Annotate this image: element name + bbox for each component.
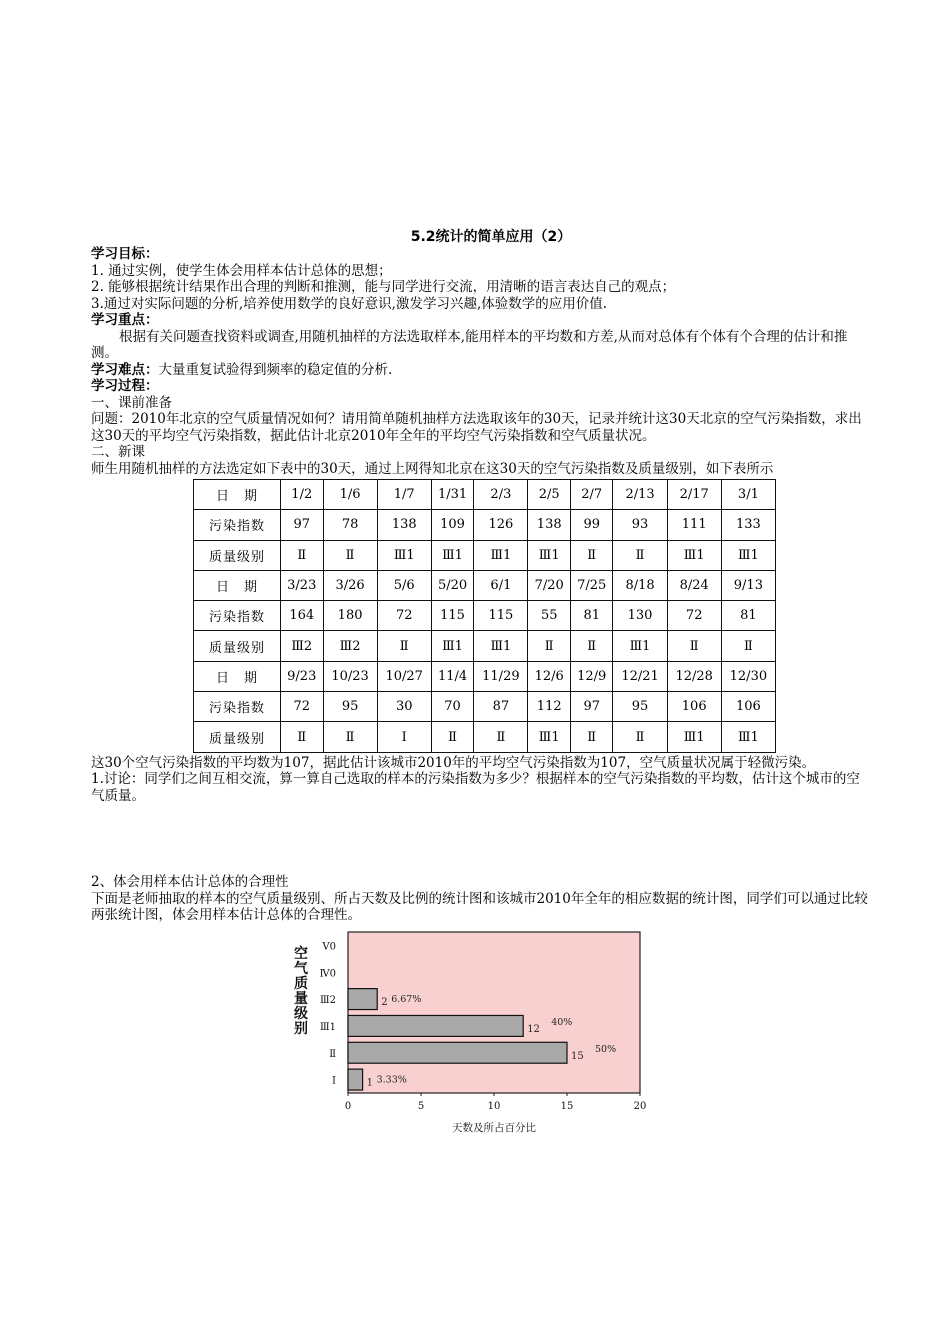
table-cell: Ⅲ1: [721, 722, 775, 752]
table-cell: Ⅱ: [721, 631, 775, 661]
table-cell: Ⅱ: [377, 631, 431, 661]
table-cell: 138: [528, 510, 571, 540]
table-cell: 12/9: [570, 661, 613, 691]
table-row-label: 日 期: [194, 570, 281, 600]
table-level-row: [194, 722, 776, 752]
table-row-label: 日 期: [194, 480, 281, 510]
table-level-row: [194, 631, 776, 661]
table-cell: 81: [721, 601, 775, 631]
chart-plot-area: [348, 932, 640, 1093]
table-cell: 70: [431, 692, 474, 722]
table-cell: 12/30: [721, 661, 775, 691]
chart-x-tick-label: 10: [487, 1100, 501, 1112]
table-cell: 81: [570, 601, 613, 631]
table-cell: Ⅱ: [281, 722, 324, 752]
table-cell: 55: [528, 601, 571, 631]
table-cell: 9/13: [721, 570, 775, 600]
table-cell: 95: [613, 692, 667, 722]
table-cell: Ⅱ: [323, 722, 377, 752]
air-quality-chart: [291, 928, 661, 1136]
discussion-text: 1.讨论：同学们之间互相交流，算一算自己选取的样本的污染指数为多少？根据样本的空气污染指数的平均数，估计这个城市的空气质量。: [91, 771, 860, 804]
chart-value-label: 15: [571, 1050, 584, 1062]
table-row-label: 污染指数: [194, 510, 281, 540]
table-date-row: [194, 661, 776, 691]
table-row-label: 质量级别: [194, 540, 281, 570]
table-cell: Ⅲ1: [431, 540, 474, 570]
objective-item: 3.通过对实际问题的分析,培养使用数学的良好意识,激发学习兴趣,体验数学的应用价值.: [91, 295, 608, 312]
key-points-text: 根据有关问题查找资料或调查,用随机抽样的方法选取样本,能用样本的平均数和方差,从而对总体有个体有个合理的估计和推测。: [91, 328, 848, 361]
table-cell: 6/1: [474, 570, 528, 600]
table-cell: Ⅲ1: [721, 540, 775, 570]
table-cell: 133: [721, 510, 775, 540]
table-row-label: 污染指数: [194, 692, 281, 722]
chart-percent-label: 3.33%: [376, 1074, 407, 1086]
table-cell: Ⅲ2: [323, 631, 377, 661]
table-cell: 5/6: [377, 570, 431, 600]
table-cell: 30: [377, 692, 431, 722]
table-cell: Ⅲ1: [474, 540, 528, 570]
table-cell: 2/3: [474, 480, 528, 510]
table-cell: Ⅱ: [431, 722, 474, 752]
table-cell: Ⅱ: [613, 722, 667, 752]
table-cell: 12/6: [528, 661, 571, 691]
process-label: 学习过程：: [91, 378, 159, 394]
after-table-text: 这30个空气污染指数的平均数为107，据此估计该城市2010年的平均空气污染指数为107，空气质量状况属于轻微污染。: [91, 754, 816, 771]
pollution-table: [193, 479, 776, 753]
table-row-label: 质量级别: [194, 631, 281, 661]
chart-bar: [348, 1015, 523, 1036]
table-cell: Ⅲ1: [474, 631, 528, 661]
table-cell: 126: [474, 510, 528, 540]
table-cell: 1/31: [431, 480, 474, 510]
table-cell: 12/28: [667, 661, 721, 691]
chart-category-label: Ⅲ2: [319, 994, 336, 1006]
chart-x-axis-label: 天数及所占百分比: [452, 1121, 536, 1134]
table-cell: Ⅲ1: [613, 631, 667, 661]
table-cell: 1/2: [281, 480, 324, 510]
objective-item: 2. 能够根据统计结果作出合理的判断和推测，能与同学进行交流，用清晰的语言表达自己的观点；: [91, 279, 676, 295]
table-cell: Ⅱ: [667, 631, 721, 661]
table-cell: 72: [377, 601, 431, 631]
table-cell: 87: [474, 692, 528, 722]
table-row-label: 日 期: [194, 661, 281, 691]
table-cell: 106: [721, 692, 775, 722]
chart-category-label: Ⅰ: [332, 1075, 336, 1087]
table-cell: Ⅱ: [613, 540, 667, 570]
table-cell: 112: [528, 692, 571, 722]
section2-description: 下面是老师抽取的样本的空气质量级别、所占天数及比例的统计图和该城市2010年全年的相应数据的统计图，同学们可以通过比较两张统计图，体会用样本估计总体的合理性。: [91, 890, 868, 924]
table-date-row: [194, 480, 776, 510]
blank-space: [91, 804, 871, 874]
chart-x-tick-label: 5: [417, 1100, 425, 1112]
table-cell: Ⅱ: [570, 631, 613, 661]
table-cell: 111: [667, 510, 721, 540]
table-cell: 3/26: [323, 570, 377, 600]
table-cell: 93: [613, 510, 667, 540]
table-cell: 1/7: [377, 480, 431, 510]
table-cell: 11/29: [474, 661, 528, 691]
document-page: [91, 228, 871, 1136]
table-cell: Ⅱ: [281, 540, 324, 570]
section2-title: 2、体会用样本估计总体的合理性: [91, 874, 289, 891]
table-cell: 2/13: [613, 480, 667, 510]
table-index-row: [194, 692, 776, 722]
chart-percent-label: 50%: [595, 1043, 617, 1055]
table-cell: 8/18: [613, 570, 667, 600]
table-cell: 10/23: [323, 661, 377, 691]
table-cell: 164: [281, 601, 324, 631]
chart-percent-label: 6.67%: [391, 993, 422, 1005]
key-points-label: 学习重点：: [91, 312, 159, 328]
table-row-label: 污染指数: [194, 601, 281, 631]
table-cell: Ⅲ1: [667, 540, 721, 570]
chart-category-label: Ⅳ0: [319, 967, 336, 979]
table-cell: 72: [281, 692, 324, 722]
table-cell: Ⅱ: [474, 722, 528, 752]
section1-heading: 一、课前准备: [91, 394, 172, 411]
table-date-row: [194, 570, 776, 600]
table-cell: 99: [570, 510, 613, 540]
table-cell: 11/4: [431, 661, 474, 691]
chart-value-label: 2: [381, 996, 388, 1008]
table-cell: Ⅲ1: [431, 631, 474, 661]
table-cell: 130: [613, 601, 667, 631]
page-title: 5.2统计的简单应用（2）: [410, 229, 572, 245]
chart-value-label: 12: [527, 1023, 540, 1035]
chart-value-label: 1: [366, 1077, 373, 1089]
table-cell: Ⅲ2: [281, 631, 324, 661]
chart-bar: [348, 1069, 363, 1090]
table-cell: 2/7: [570, 480, 613, 510]
table-cell: Ⅱ: [570, 540, 613, 570]
table-cell: 106: [667, 692, 721, 722]
table-cell: Ⅲ1: [528, 722, 571, 752]
table-cell: Ⅱ: [570, 722, 613, 752]
table-cell: Ⅰ: [377, 722, 431, 752]
chart-y-axis-label: 空气质量级别: [294, 945, 308, 1037]
table-cell: 3/23: [281, 570, 324, 600]
difficulty-label: 学习难点：: [91, 361, 159, 378]
table-index-row: [194, 601, 776, 631]
objective-item: 1. 通过实例，使学生体会用样本估计总体的思想；: [91, 262, 392, 279]
table-cell: 97: [570, 692, 613, 722]
table-cell: 180: [323, 601, 377, 631]
chart-category-label: Ⅲ1: [319, 1021, 336, 1033]
table-cell: 115: [474, 601, 528, 631]
table-cell: 109: [431, 510, 474, 540]
table-cell: 7/20: [528, 570, 571, 600]
table-cell: Ⅲ1: [377, 540, 431, 570]
chart-bar: [348, 988, 377, 1009]
table-cell: 1/6: [323, 480, 377, 510]
table-cell: 3/1: [721, 480, 775, 510]
table-cell: Ⅱ: [323, 540, 377, 570]
section2-text: 师生用随机抽样的方法选定如下表中的30天，通过上网得知北京在这30天的空气污染指数及质量级别，如下表所示: [91, 460, 774, 477]
table-level-row: [194, 540, 776, 570]
section1-text: 问题：2010年北京的空气质量情况如何？请用简单随机抽样方法选取该年的30天，记录并统计这30天北京的空气污染指数，求出这30天的平均空气污染指数，据此估计北京2010年全年的平均空气污染指数和空气质量状况。: [91, 411, 862, 444]
table-cell: 2/17: [667, 480, 721, 510]
chart-x-tick-label: 20: [633, 1100, 647, 1112]
table-cell: 78: [323, 510, 377, 540]
chart-percent-label: 40%: [551, 1016, 573, 1028]
chart-svg: [291, 928, 661, 1136]
chart-category-label: Ⅱ: [329, 1048, 336, 1060]
table-cell: Ⅲ1: [528, 540, 571, 570]
table-cell: 10/27: [377, 661, 431, 691]
table-cell: 9/23: [281, 661, 324, 691]
table-index-row: [194, 510, 776, 540]
table-cell: 12/21: [613, 661, 667, 691]
table-cell: 5/20: [431, 570, 474, 600]
table-cell: Ⅲ1: [667, 722, 721, 752]
table-cell: 115: [431, 601, 474, 631]
table-cell: 95: [323, 692, 377, 722]
table-cell: 138: [377, 510, 431, 540]
table-cell: 72: [667, 601, 721, 631]
chart-x-tick-label: 15: [560, 1100, 574, 1112]
chart-category-label: Ⅴ0: [322, 941, 336, 953]
table-cell: Ⅱ: [528, 631, 571, 661]
difficulty-text: 大量重复试验得到频率的稳定值的分析.: [158, 361, 393, 378]
chart-bar: [348, 1042, 567, 1063]
table-cell: 97: [281, 510, 324, 540]
chart-x-tick-label: 0: [344, 1100, 352, 1112]
table-row-label: 质量级别: [194, 722, 281, 752]
table-cell: 2/5: [528, 480, 571, 510]
table-cell: 7/25: [570, 570, 613, 600]
objectives-label: 学习目标：: [91, 246, 159, 262]
section2-heading: 二、新课: [91, 444, 145, 460]
table-cell: 8/24: [667, 570, 721, 600]
